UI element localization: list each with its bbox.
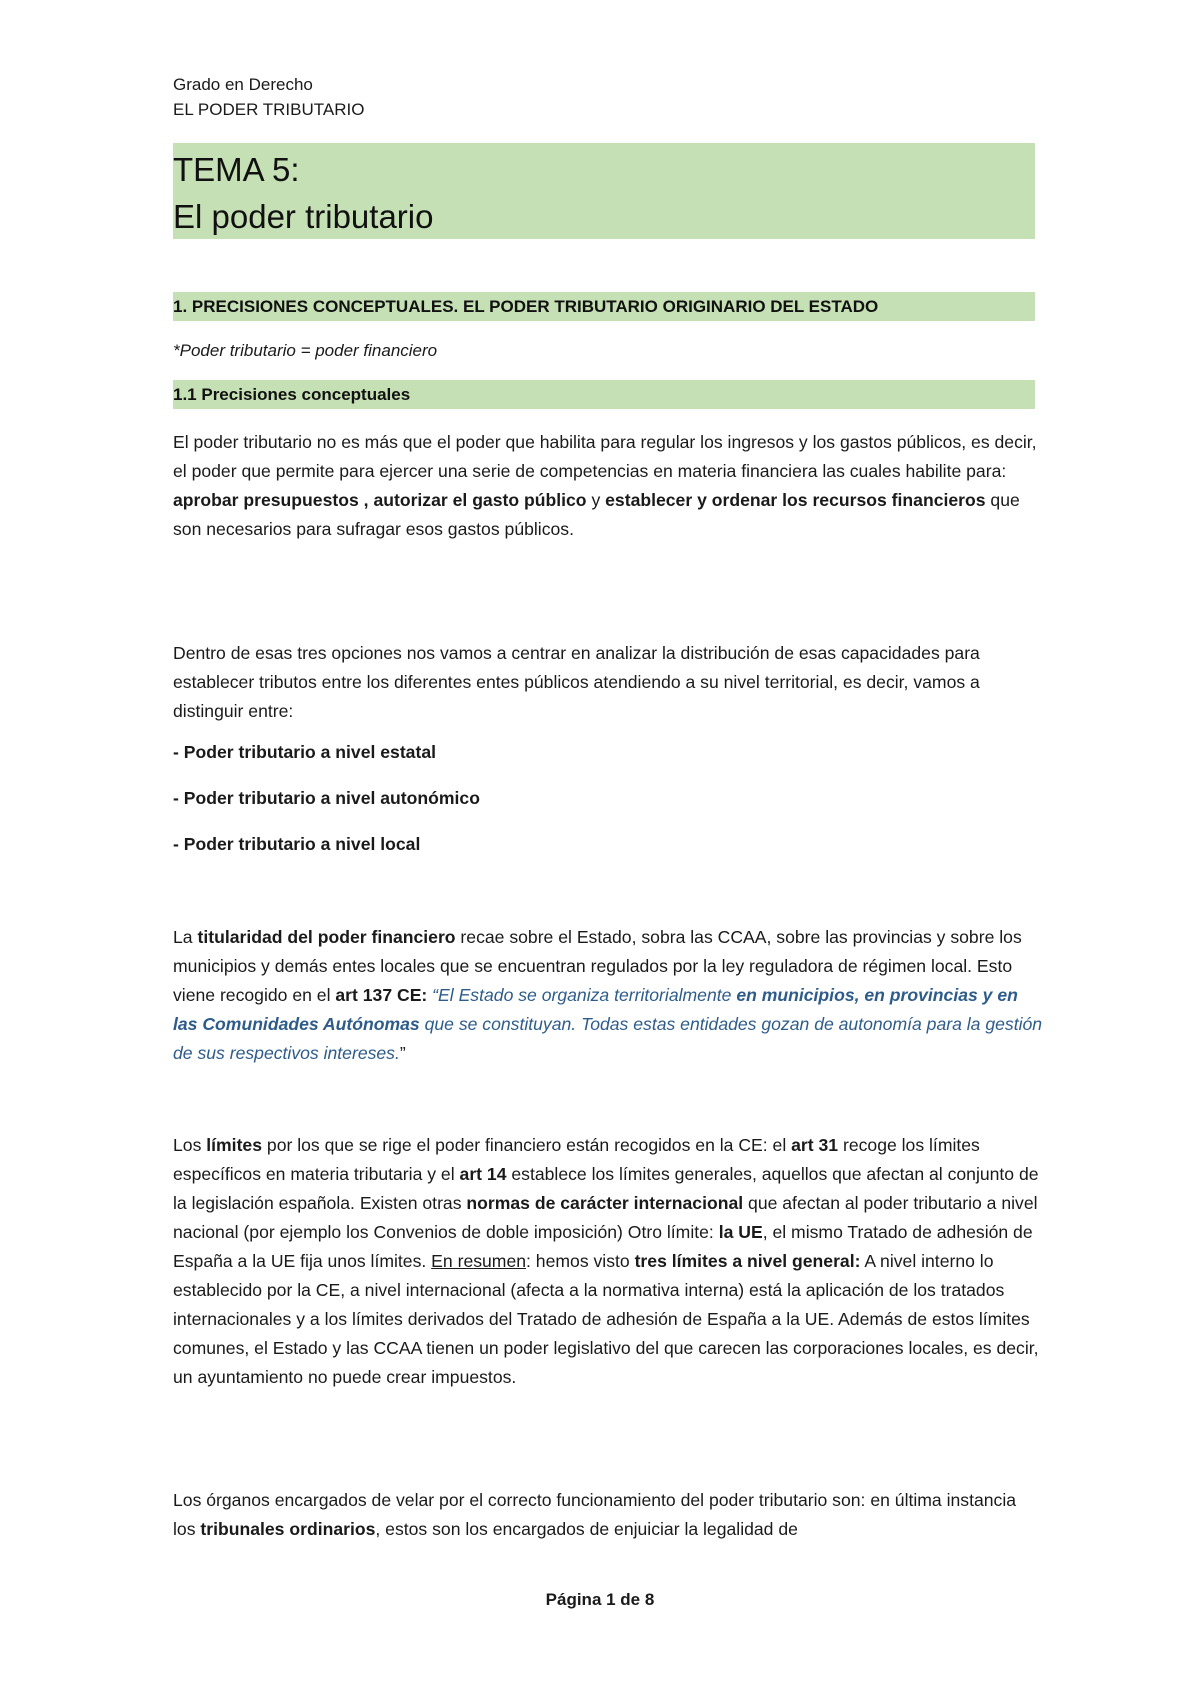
title-line-2: El poder tributario	[173, 198, 434, 235]
p4-text-m: : hemos visto	[526, 1251, 635, 1271]
p4-text-o: A nivel interno lo establecido por la CE, a nivel internacional (afecta a la normativa interna) está la aplicación de los tratados internacionales y a los límites derivados del Tratado de adhesión de España a la UE. Además de estos límites comunes, el Estado y las CCAA tienen un poder legislativo del que carecen las corporaciones locales, es decir, un ayuntamiento no puede crear impuestos.	[173, 1251, 1039, 1387]
p4-text-a: Los	[173, 1135, 207, 1155]
paragraph-3	[173, 923, 1043, 1068]
paragraph-2: Dentro de esas tres opciones nos vamos a centrar en analizar la distribución de esas capacidades para establecer tributos entre los diferentes entes públicos atendiendo a su nivel territorial, es decir, vamos a distinguir entre:	[173, 643, 980, 721]
p1-sep: ,	[358, 490, 374, 510]
p1-text-e: y	[586, 490, 606, 510]
section-1-1-heading: 1.1 Precisiones conceptuales	[173, 380, 1035, 409]
header-subject: EL PODER TRIBUTARIO	[173, 100, 365, 119]
bullet-autonomico: - Poder tributario a nivel autonómico	[173, 788, 480, 808]
p3-text-c: recae sobre el Estado, sobra las CCAA, sobre las provincias y sobre los municipios y demás entes locales que se encuentran regulados por la ley reguladora de régimen local. Esto viene recogido en el	[173, 927, 1022, 1005]
p1-bold-spending: autorizar el gasto público	[373, 490, 587, 510]
p4-text-k: , el mismo Tratado de adhesión de España a la UE fija unos límites.	[173, 1222, 1033, 1271]
p4-bold-tres-limites: tres límites a nivel general:	[634, 1251, 861, 1271]
p4-text-e: recoge los límites específicos en materia tributaria y el	[173, 1135, 980, 1184]
p4-text-g: establece los límites generales, aquellos que afectan al conjunto de la legislación española. Existen otras	[173, 1164, 1039, 1213]
title-block	[173, 143, 1035, 239]
p3-quote-a: “El Estado se organiza territorialmente	[427, 985, 737, 1005]
p1-bold-resources: establecer y ordenar los recursos financieros	[605, 490, 986, 510]
p4-text-i: que afectan al poder tributario a nivel nacional (por ejemplo los Convenios de doble imposición) Otro límite:	[173, 1193, 1038, 1242]
paragraph-1	[173, 428, 1043, 544]
page-number-footer: Página 1 de 8	[545, 1590, 655, 1609]
p3-text-a: La	[173, 927, 198, 947]
p4-bold-art14: art 14	[459, 1164, 507, 1184]
p3-bold-art137: art 137 CE:	[335, 985, 428, 1005]
p1-bold-budgets: aprobar presupuestos	[173, 490, 359, 510]
section-1-heading: 1. PRECISIONES CONCEPTUALES. EL PODER TRIBUTARIO ORIGINARIO DEL ESTADO	[173, 292, 1035, 321]
title-line-1: TEMA 5:	[173, 151, 300, 188]
paragraph-5	[173, 1486, 1043, 1544]
p5-bold-tribunales: tribunales ordinarios	[200, 1519, 376, 1539]
paragraph-4	[173, 1131, 1043, 1392]
bullet-estatal: - Poder tributario a nivel estatal	[173, 742, 436, 762]
p3-quote-bold: en municipios, en provincias y en las Comunidades Autónomas	[173, 985, 1018, 1034]
p4-bold-normas: normas de carácter internacional	[466, 1193, 744, 1213]
p4-underline-resumen: En resumen	[431, 1251, 527, 1271]
p3-bold-titularidad: titularidad del poder financiero	[197, 927, 456, 947]
running-header	[173, 72, 364, 122]
p1-text-g: que son necesarios para sufragar esos gastos públicos.	[173, 490, 1020, 539]
p3-quote-close: ”	[399, 1043, 406, 1063]
p5-text-a: Los órganos encargados de velar por el correcto funcionamiento del poder tributario son: en última instancia los	[173, 1490, 1017, 1539]
p4-bold-ue: la UE	[718, 1222, 763, 1242]
p4-bold-limites: límites	[206, 1135, 263, 1155]
p4-bold-art31: art 31	[791, 1135, 839, 1155]
bullet-local: - Poder tributario a nivel local	[173, 834, 421, 854]
p3-quote-b: que se constituyan. Todas estas entidades gozan de autonomía para la gestión de sus respectivos intereses.	[173, 1014, 1043, 1063]
p1-text-a: El poder tributario no es más que el poder que habilita para regular los ingresos y los gastos públicos, es decir, el poder que permite para ejercer una serie de competencias en materia financiera las cuales habilite para:	[173, 432, 1037, 481]
p4-text-c: por los que se rige el poder financiero están recogidos en la CE: el	[262, 1135, 792, 1155]
p5-text-c: , estos son los encargados de enjuiciar la legalidad de	[375, 1519, 798, 1539]
header-course: Grado en Derecho	[173, 75, 313, 94]
section-1-note: *Poder tributario = poder financiero	[173, 341, 438, 360]
